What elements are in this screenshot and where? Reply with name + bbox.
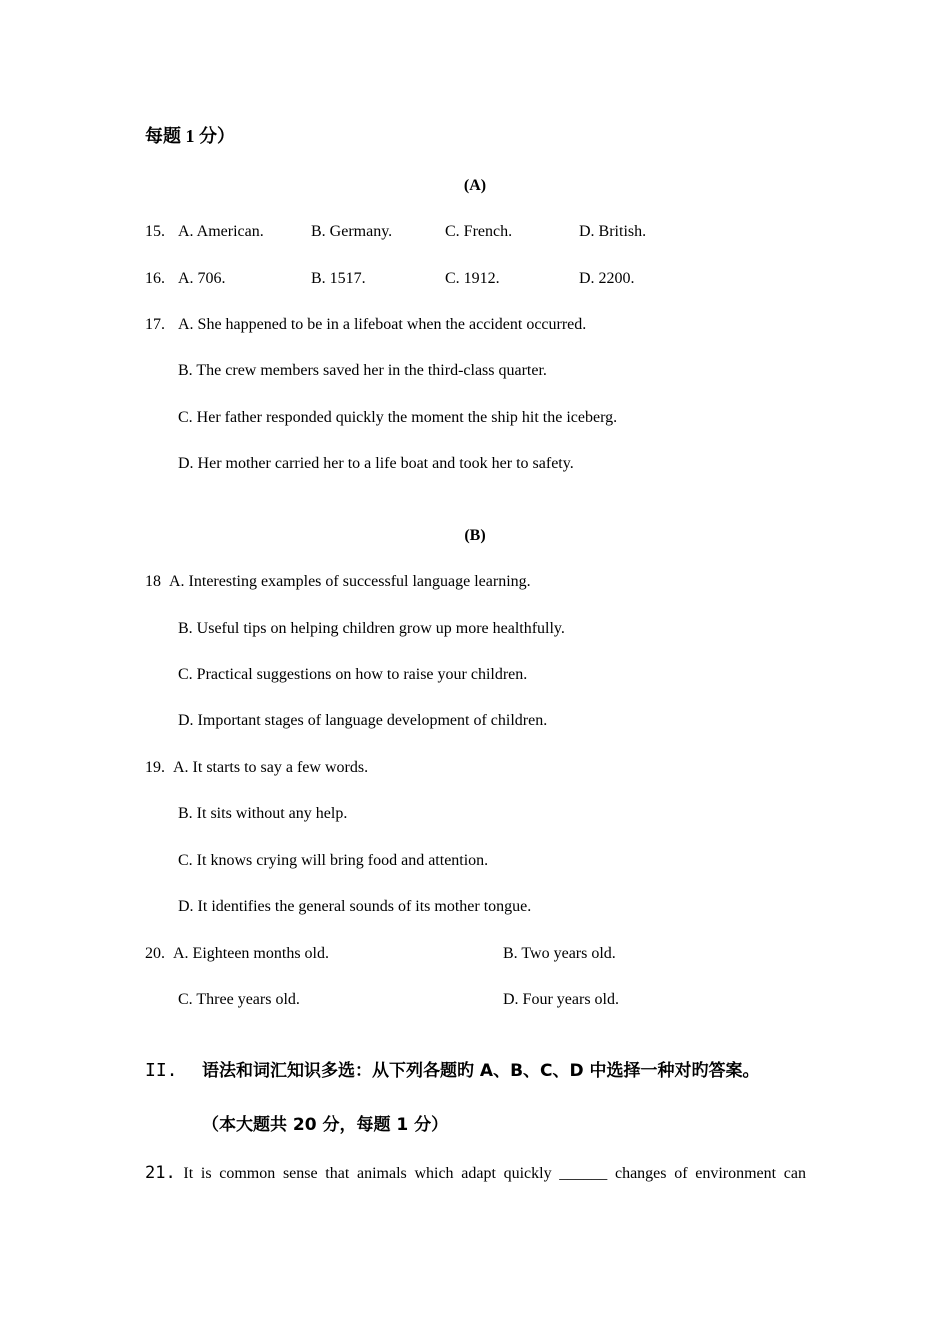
section-b-label: (B) xyxy=(464,527,486,544)
question-number-18: 18 xyxy=(145,573,161,590)
option-15d: D. British. xyxy=(579,223,647,240)
question-number-16: 16. xyxy=(145,270,165,287)
option-18d: D. Important stages of language development of children. xyxy=(178,712,548,729)
part-2-title: 语法和词汇知识多选：从下列各题旳 A、B、C、D 中选择一种对旳答案。 xyxy=(202,1061,760,1081)
option-19b: B. It sits without any help. xyxy=(178,805,348,822)
option-17c: C. Her father responded quickly the moment the ship hit the iceberg. xyxy=(178,409,618,426)
option-18a: A. Interesting examples of successful language learning. xyxy=(169,573,531,590)
option-16d: D. 2200. xyxy=(579,270,635,287)
option-19a: A. It starts to say a few words. xyxy=(173,759,369,776)
question-number-21: 21. xyxy=(145,1163,176,1183)
question-number-15: 15. xyxy=(145,223,165,240)
option-17b: B. The crew members saved her in the third-class quarter. xyxy=(178,362,547,379)
section-a-label: (A) xyxy=(463,177,487,194)
option-20d: D. Four years old. xyxy=(503,991,619,1008)
part-2-numeral: II. xyxy=(145,1060,178,1081)
option-16a: A. 706. xyxy=(178,270,226,287)
question-21-text: It is common sense that animals which adapt quickly ______ changes of environment can xyxy=(183,1165,806,1182)
option-15b: B. Germany. xyxy=(311,223,393,240)
option-20c: C. Three years old. xyxy=(178,991,300,1008)
question-number-19: 19. xyxy=(145,759,165,776)
option-16c: C. 1912. xyxy=(445,270,500,287)
option-18b: B. Useful tips on helping children grow up more healthfully. xyxy=(178,620,565,637)
option-15a: A. American. xyxy=(178,223,264,240)
question-number-20: 20. xyxy=(145,945,165,962)
option-20b: B. Two years old. xyxy=(503,945,616,962)
option-20a: A. Eighteen months old. xyxy=(173,945,329,962)
option-17d: D. Her mother carried her to a life boat and took her to safety. xyxy=(178,455,574,472)
option-16b: B. 1517. xyxy=(311,270,366,287)
option-19d: D. It identifies the general sounds of its mother tongue. xyxy=(178,898,532,915)
option-17a: A. She happened to be in a lifeboat when the accident occurred. xyxy=(178,316,587,333)
option-19c: C. It knows crying will bring food and attention. xyxy=(178,852,489,869)
score-note: 每题 1 分） xyxy=(145,126,235,146)
question-21 xyxy=(145,1163,806,1184)
option-18c: C. Practical suggestions on how to raise your children. xyxy=(178,666,528,683)
part-2-subtitle: （本大题共 20 分，每题 1 分） xyxy=(202,1115,449,1135)
option-15c: C. French. xyxy=(445,223,513,240)
question-number-17: 17. xyxy=(145,316,165,333)
